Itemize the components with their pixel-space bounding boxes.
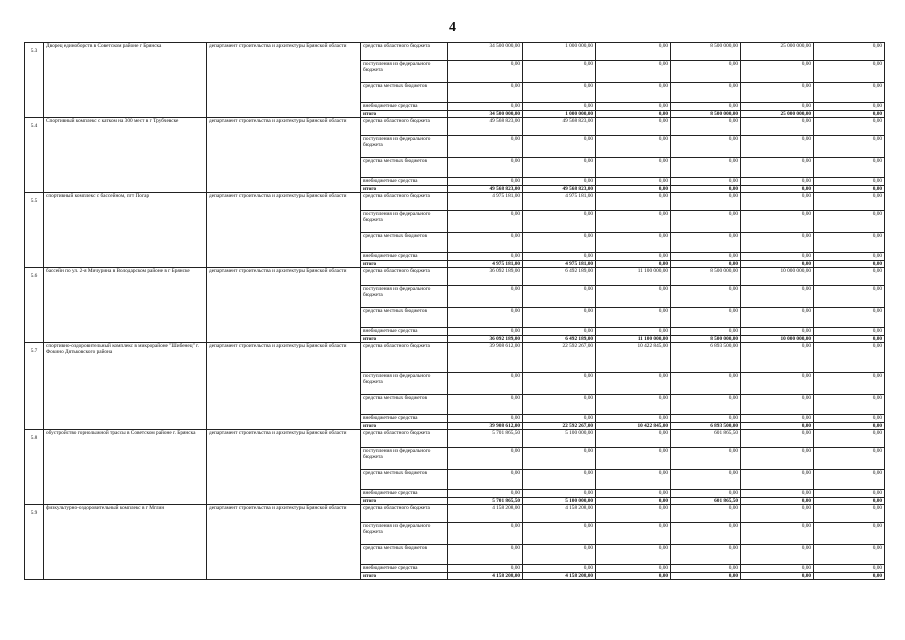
amount-cell: 0,00 xyxy=(814,373,885,395)
amount-cell: 0,00 xyxy=(814,253,885,261)
amount-cell: 0,00 xyxy=(596,573,671,580)
amount-cell: 34 500 000,00 xyxy=(448,111,523,118)
table-row xyxy=(25,193,885,211)
funding-source-label: средства местных бюджетов xyxy=(361,158,448,178)
amount-cell: 0,00 xyxy=(741,233,814,253)
funding-source-label: поступления из федерального бюджета xyxy=(361,211,448,233)
amount-cell: 0,00 xyxy=(814,268,885,286)
amount-cell: 0,00 xyxy=(741,490,814,498)
funding-source-label: итого xyxy=(361,573,448,580)
amount-cell: 0,00 xyxy=(814,573,885,580)
amount-cell: 0,00 xyxy=(596,111,671,118)
amount-cell: 0,00 xyxy=(741,308,814,328)
amount-cell: 0,00 xyxy=(741,573,814,580)
funding-source-label: средства местных бюджетов xyxy=(361,545,448,565)
funding-source-label: внебюджетные средства xyxy=(361,178,448,186)
amount-cell: 10 000 000,00 xyxy=(741,336,814,343)
funding-source-label: внебюджетные средства xyxy=(361,253,448,261)
amount-cell: 0,00 xyxy=(448,470,523,490)
object-name: бассейн по ул. 2-я Мичурина в Володарском районе в г Брянске xyxy=(44,268,207,343)
funding-source-label: средства местных бюджетов xyxy=(361,233,448,253)
amount-cell: 4 975 181,00 xyxy=(448,193,523,211)
amount-cell: 0,00 xyxy=(671,158,741,178)
amount-cell: 0,00 xyxy=(814,178,885,186)
amount-cell: 0,00 xyxy=(448,286,523,308)
funding-source-label: средства местных бюджетов xyxy=(361,470,448,490)
funding-source-label: внебюджетные средства xyxy=(361,328,448,336)
item-number: 5.5 xyxy=(25,193,44,268)
table-row xyxy=(25,430,885,448)
table-body xyxy=(25,43,885,580)
amount-cell: 0,00 xyxy=(671,261,741,268)
amount-cell: 0,00 xyxy=(596,103,671,111)
executor: департамент строительства и архитектуры Брянской области xyxy=(207,268,361,343)
amount-cell: 0,00 xyxy=(814,395,885,415)
funding-source-label: средства местных бюджетов xyxy=(361,395,448,415)
amount-cell: 0,00 xyxy=(814,158,885,178)
amount-cell: 0,00 xyxy=(741,118,814,136)
amount-cell: 0,00 xyxy=(814,136,885,158)
amount-cell: 34 500 000,00 xyxy=(448,43,523,61)
amount-cell: 0,00 xyxy=(671,573,741,580)
funding-source-label: поступления из федерального бюджета xyxy=(361,373,448,395)
amount-cell: 0,00 xyxy=(671,286,741,308)
funding-source-label: средства областного бюджета xyxy=(361,118,448,136)
amount-cell: 0,00 xyxy=(448,158,523,178)
amount-cell: 6 492 189,00 xyxy=(523,336,596,343)
amount-cell: 0,00 xyxy=(448,103,523,111)
amount-cell: 0,00 xyxy=(814,103,885,111)
amount-cell: 0,00 xyxy=(741,448,814,470)
amount-cell: 25 000 000,00 xyxy=(741,111,814,118)
amount-cell: 0,00 xyxy=(596,43,671,61)
amount-cell: 36 092 189,00 xyxy=(448,268,523,286)
amount-cell: 0,00 xyxy=(523,470,596,490)
item-number: 5.9 xyxy=(25,505,44,580)
amount-cell: 0,00 xyxy=(523,415,596,423)
amount-cell: 0,00 xyxy=(814,186,885,193)
amount-cell: 0,00 xyxy=(523,83,596,103)
amount-cell: 0,00 xyxy=(741,505,814,523)
funding-source-label: итого xyxy=(361,498,448,505)
amount-cell: 0,00 xyxy=(741,136,814,158)
object-name: физкультурно-оздоровительный комплекс в г Мглин xyxy=(44,505,207,580)
amount-cell: 0,00 xyxy=(523,253,596,261)
funding-source-label: поступления из федерального бюджета xyxy=(361,136,448,158)
amount-cell: 0,00 xyxy=(523,308,596,328)
amount-cell: 0,00 xyxy=(671,193,741,211)
amount-cell: 0,00 xyxy=(814,233,885,253)
amount-cell: 1 000 000,00 xyxy=(523,43,596,61)
amount-cell: 0,00 xyxy=(671,118,741,136)
amount-cell: 0,00 xyxy=(523,158,596,178)
amount-cell: 0,00 xyxy=(671,545,741,565)
item-number: 5.6 xyxy=(25,268,44,343)
amount-cell: 10 422 845,00 xyxy=(596,343,671,373)
amount-cell: 4 975 181,00 xyxy=(523,193,596,211)
amount-cell: 0,00 xyxy=(741,415,814,423)
funding-source-label: итого xyxy=(361,336,448,343)
amount-cell: 0,00 xyxy=(448,395,523,415)
object-name: спортивно-оздоровительный комплекс в микрорайоне "Шибенец" г. Фокино Дятьковского района xyxy=(44,343,207,430)
amount-cell: 0,00 xyxy=(671,373,741,395)
funding-source-label: итого xyxy=(361,261,448,268)
item-number: 5.7 xyxy=(25,343,44,430)
amount-cell: 0,00 xyxy=(741,328,814,336)
amount-cell: 22 592 267,00 xyxy=(523,423,596,430)
amount-cell: 0,00 xyxy=(523,523,596,545)
amount-cell: 0,00 xyxy=(523,448,596,470)
amount-cell: 0,00 xyxy=(741,423,814,430)
amount-cell: 0,00 xyxy=(596,415,671,423)
amount-cell: 0,00 xyxy=(596,470,671,490)
amount-cell: 39 908 612,00 xyxy=(448,423,523,430)
amount-cell: 0,00 xyxy=(814,308,885,328)
amount-cell: 0,00 xyxy=(814,415,885,423)
funding-source-label: поступления из федерального бюджета xyxy=(361,523,448,545)
funding-source-label: внебюджетные средства xyxy=(361,490,448,498)
amount-cell: 0,00 xyxy=(596,178,671,186)
object-name: спортивный комплекс с бассейном, пгт Погар xyxy=(44,193,207,268)
amount-cell: 0,00 xyxy=(596,186,671,193)
amount-cell: 0,00 xyxy=(671,523,741,545)
amount-cell: 0,00 xyxy=(741,61,814,83)
amount-cell: 0,00 xyxy=(671,253,741,261)
amount-cell: 49 568 823,00 xyxy=(448,118,523,136)
amount-cell: 0,00 xyxy=(596,83,671,103)
table-row xyxy=(25,43,885,61)
amount-cell: 10 422 845,00 xyxy=(596,423,671,430)
amount-cell: 10 000 000,00 xyxy=(741,268,814,286)
amount-cell: 0,00 xyxy=(814,565,885,573)
amount-cell: 0,00 xyxy=(448,61,523,83)
amount-cell: 0,00 xyxy=(523,233,596,253)
amount-cell: 5 701 865,50 xyxy=(448,498,523,505)
amount-cell: 0,00 xyxy=(448,308,523,328)
amount-cell: 5 100 000,00 xyxy=(523,498,596,505)
amount-cell: 0,00 xyxy=(671,136,741,158)
amount-cell: 22 592 267,00 xyxy=(523,343,596,373)
amount-cell: 25 000 000,00 xyxy=(741,43,814,61)
amount-cell: 0,00 xyxy=(671,328,741,336)
amount-cell: 0,00 xyxy=(671,233,741,253)
amount-cell: 0,00 xyxy=(596,523,671,545)
amount-cell: 6 492 189,00 xyxy=(523,268,596,286)
amount-cell: 0,00 xyxy=(523,136,596,158)
amount-cell: 0,00 xyxy=(523,286,596,308)
amount-cell: 0,00 xyxy=(596,211,671,233)
amount-cell: 0,00 xyxy=(741,193,814,211)
amount-cell: 0,00 xyxy=(596,505,671,523)
amount-cell: 0,00 xyxy=(814,423,885,430)
amount-cell: 0,00 xyxy=(741,470,814,490)
amount-cell: 0,00 xyxy=(448,415,523,423)
amount-cell: 0,00 xyxy=(814,336,885,343)
amount-cell: 0,00 xyxy=(523,395,596,415)
funding-source-label: средства местных бюджетов xyxy=(361,83,448,103)
amount-cell: 0,00 xyxy=(741,83,814,103)
amount-cell: 0,00 xyxy=(596,328,671,336)
amount-cell: 0,00 xyxy=(596,490,671,498)
amount-cell: 0,00 xyxy=(741,186,814,193)
table-row xyxy=(25,343,885,373)
amount-cell: 0,00 xyxy=(814,328,885,336)
amount-cell: 36 092 189,00 xyxy=(448,336,523,343)
amount-cell: 0,00 xyxy=(523,373,596,395)
amount-cell: 0,00 xyxy=(671,308,741,328)
amount-cell: 0,00 xyxy=(671,448,741,470)
table-row xyxy=(25,118,885,136)
funding-source-label: средства областного бюджета xyxy=(361,43,448,61)
amount-cell: 601 865,50 xyxy=(671,430,741,448)
funding-source-label: средства областного бюджета xyxy=(361,343,448,373)
amount-cell: 0,00 xyxy=(448,565,523,573)
amount-cell: 11 100 000,00 xyxy=(596,268,671,286)
amount-cell: 0,00 xyxy=(596,61,671,83)
amount-cell: 0,00 xyxy=(596,233,671,253)
item-number: 5.4 xyxy=(25,118,44,193)
amount-cell: 0,00 xyxy=(596,373,671,395)
amount-cell: 0,00 xyxy=(814,343,885,373)
amount-cell: 0,00 xyxy=(596,158,671,178)
amount-cell: 0,00 xyxy=(671,395,741,415)
amount-cell: 11 100 000,00 xyxy=(596,336,671,343)
amount-cell: 0,00 xyxy=(741,565,814,573)
amount-cell: 4 158 208,00 xyxy=(523,573,596,580)
table-row xyxy=(25,505,885,523)
amount-cell: 8 500 000,00 xyxy=(671,336,741,343)
amount-cell: 0,00 xyxy=(814,523,885,545)
funding-source-label: итого xyxy=(361,423,448,430)
amount-cell: 0,00 xyxy=(814,545,885,565)
amount-cell: 0,00 xyxy=(448,373,523,395)
amount-cell: 0,00 xyxy=(523,490,596,498)
amount-cell: 0,00 xyxy=(741,158,814,178)
amount-cell: 0,00 xyxy=(671,61,741,83)
amount-cell: 0,00 xyxy=(741,343,814,373)
amount-cell: 0,00 xyxy=(596,261,671,268)
amount-cell: 0,00 xyxy=(596,193,671,211)
executor: департамент строительства и архитектуры Брянской области xyxy=(207,343,361,430)
amount-cell: 4 975 181,00 xyxy=(523,261,596,268)
amount-cell: 0,00 xyxy=(596,545,671,565)
amount-cell: 0,00 xyxy=(741,430,814,448)
amount-cell: 0,00 xyxy=(814,193,885,211)
amount-cell: 0,00 xyxy=(448,178,523,186)
funding-source-label: средства местных бюджетов xyxy=(361,308,448,328)
amount-cell: 0,00 xyxy=(523,211,596,233)
amount-cell: 0,00 xyxy=(523,565,596,573)
amount-cell: 0,00 xyxy=(448,328,523,336)
amount-cell: 49 568 823,00 xyxy=(448,186,523,193)
amount-cell: 0,00 xyxy=(523,178,596,186)
funding-source-label: внебюджетные средства xyxy=(361,565,448,573)
amount-cell: 0,00 xyxy=(523,328,596,336)
amount-cell: 0,00 xyxy=(814,470,885,490)
funding-source-label: средства областного бюджета xyxy=(361,505,448,523)
funding-source-label: средства областного бюджета xyxy=(361,193,448,211)
amount-cell: 0,00 xyxy=(596,565,671,573)
amount-cell: 0,00 xyxy=(814,430,885,448)
amount-cell: 0,00 xyxy=(448,83,523,103)
amount-cell: 0,00 xyxy=(741,395,814,415)
funding-source-label: итого xyxy=(361,111,448,118)
amount-cell: 0,00 xyxy=(741,373,814,395)
amount-cell: 0,00 xyxy=(814,505,885,523)
executor: департамент строительства и архитектуры Брянской области xyxy=(207,43,361,118)
amount-cell: 49 568 823,00 xyxy=(523,118,596,136)
amount-cell: 0,00 xyxy=(523,103,596,111)
amount-cell: 0,00 xyxy=(671,505,741,523)
amount-cell: 4 975 181,00 xyxy=(448,261,523,268)
amount-cell: 0,00 xyxy=(448,490,523,498)
amount-cell: 4 158 208,00 xyxy=(448,505,523,523)
amount-cell: 0,00 xyxy=(448,253,523,261)
amount-cell: 0,00 xyxy=(596,118,671,136)
amount-cell: 0,00 xyxy=(671,103,741,111)
amount-cell: 0,00 xyxy=(814,490,885,498)
amount-cell: 0,00 xyxy=(596,286,671,308)
amount-cell: 0,00 xyxy=(596,308,671,328)
funding-source-label: поступления из федерального бюджета xyxy=(361,61,448,83)
amount-cell: 4 158 208,00 xyxy=(523,505,596,523)
amount-cell: 0,00 xyxy=(448,233,523,253)
funding-source-label: средства областного бюджета xyxy=(361,430,448,448)
amount-cell: 6 893 500,00 xyxy=(671,343,741,373)
amount-cell: 0,00 xyxy=(814,111,885,118)
object-name: Спортивный комплекс с катком на 300 мест в г Трубчевске xyxy=(44,118,207,193)
funding-source-label: итого xyxy=(361,186,448,193)
amount-cell: 0,00 xyxy=(741,103,814,111)
amount-cell: 0,00 xyxy=(741,211,814,233)
budget-table xyxy=(24,42,885,580)
amount-cell: 601 865,50 xyxy=(671,498,741,505)
funding-source-label: внебюджетные средства xyxy=(361,415,448,423)
amount-cell: 0,00 xyxy=(814,498,885,505)
amount-cell: 0,00 xyxy=(741,286,814,308)
amount-cell: 0,00 xyxy=(671,178,741,186)
item-number: 5.3 xyxy=(25,43,44,118)
amount-cell: 0,00 xyxy=(814,83,885,103)
amount-cell: 0,00 xyxy=(671,470,741,490)
amount-cell: 0,00 xyxy=(741,523,814,545)
amount-cell: 5 701 865,50 xyxy=(448,430,523,448)
executor: департамент строительства и архитектуры Брянской области xyxy=(207,193,361,268)
executor: департамент строительства и архитектуры Брянской области xyxy=(207,505,361,580)
amount-cell: 0,00 xyxy=(814,61,885,83)
executor: департамент строительства и архитектуры Брянской области xyxy=(207,430,361,505)
amount-cell: 8 500 000,00 xyxy=(671,268,741,286)
page-number: 4 xyxy=(449,20,456,35)
amount-cell: 0,00 xyxy=(671,415,741,423)
amount-cell: 0,00 xyxy=(814,448,885,470)
amount-cell: 0,00 xyxy=(596,448,671,470)
amount-cell: 0,00 xyxy=(741,545,814,565)
amount-cell: 0,00 xyxy=(814,43,885,61)
amount-cell: 0,00 xyxy=(671,186,741,193)
funding-source-label: средства областного бюджета xyxy=(361,268,448,286)
funding-source-label: внебюджетные средства xyxy=(361,103,448,111)
funding-source-label: поступления из федерального бюджета xyxy=(361,286,448,308)
amount-cell: 0,00 xyxy=(523,61,596,83)
table-row xyxy=(25,268,885,286)
amount-cell: 5 100 000,00 xyxy=(523,430,596,448)
amount-cell: 39 908 612,00 xyxy=(448,343,523,373)
amount-cell: 0,00 xyxy=(671,490,741,498)
amount-cell: 0,00 xyxy=(671,211,741,233)
amount-cell: 49 568 823,00 xyxy=(523,186,596,193)
amount-cell: 0,00 xyxy=(448,136,523,158)
amount-cell: 0,00 xyxy=(741,178,814,186)
amount-cell: 0,00 xyxy=(671,565,741,573)
amount-cell: 0,00 xyxy=(814,261,885,268)
object-name: обустройство горнолыжной трассы в Советском районе г. Брянска xyxy=(44,430,207,505)
amount-cell: 0,00 xyxy=(741,498,814,505)
amount-cell: 0,00 xyxy=(814,286,885,308)
amount-cell: 0,00 xyxy=(596,498,671,505)
amount-cell: 0,00 xyxy=(523,545,596,565)
item-number: 5.8 xyxy=(25,430,44,505)
amount-cell: 0,00 xyxy=(596,136,671,158)
amount-cell: 6 893 500,00 xyxy=(671,423,741,430)
funding-source-label: поступления из федерального бюджета xyxy=(361,448,448,470)
amount-cell: 0,00 xyxy=(814,118,885,136)
amount-cell: 0,00 xyxy=(448,523,523,545)
amount-cell: 0,00 xyxy=(671,83,741,103)
amount-cell: 0,00 xyxy=(814,211,885,233)
amount-cell: 8 500 000,00 xyxy=(671,111,741,118)
amount-cell: 1 000 000,00 xyxy=(523,111,596,118)
amount-cell: 0,00 xyxy=(596,253,671,261)
amount-cell: 0,00 xyxy=(596,395,671,415)
amount-cell: 0,00 xyxy=(448,545,523,565)
amount-cell: 0,00 xyxy=(596,430,671,448)
amount-cell: 4 158 208,00 xyxy=(448,573,523,580)
object-name: Дворец единоборств в Советском районе г Брянска xyxy=(44,43,207,118)
amount-cell: 0,00 xyxy=(741,253,814,261)
amount-cell: 8 500 000,00 xyxy=(671,43,741,61)
executor: департамент строительства и архитектуры Брянской области xyxy=(207,118,361,193)
amount-cell: 0,00 xyxy=(448,448,523,470)
amount-cell: 0,00 xyxy=(741,261,814,268)
amount-cell: 0,00 xyxy=(448,211,523,233)
